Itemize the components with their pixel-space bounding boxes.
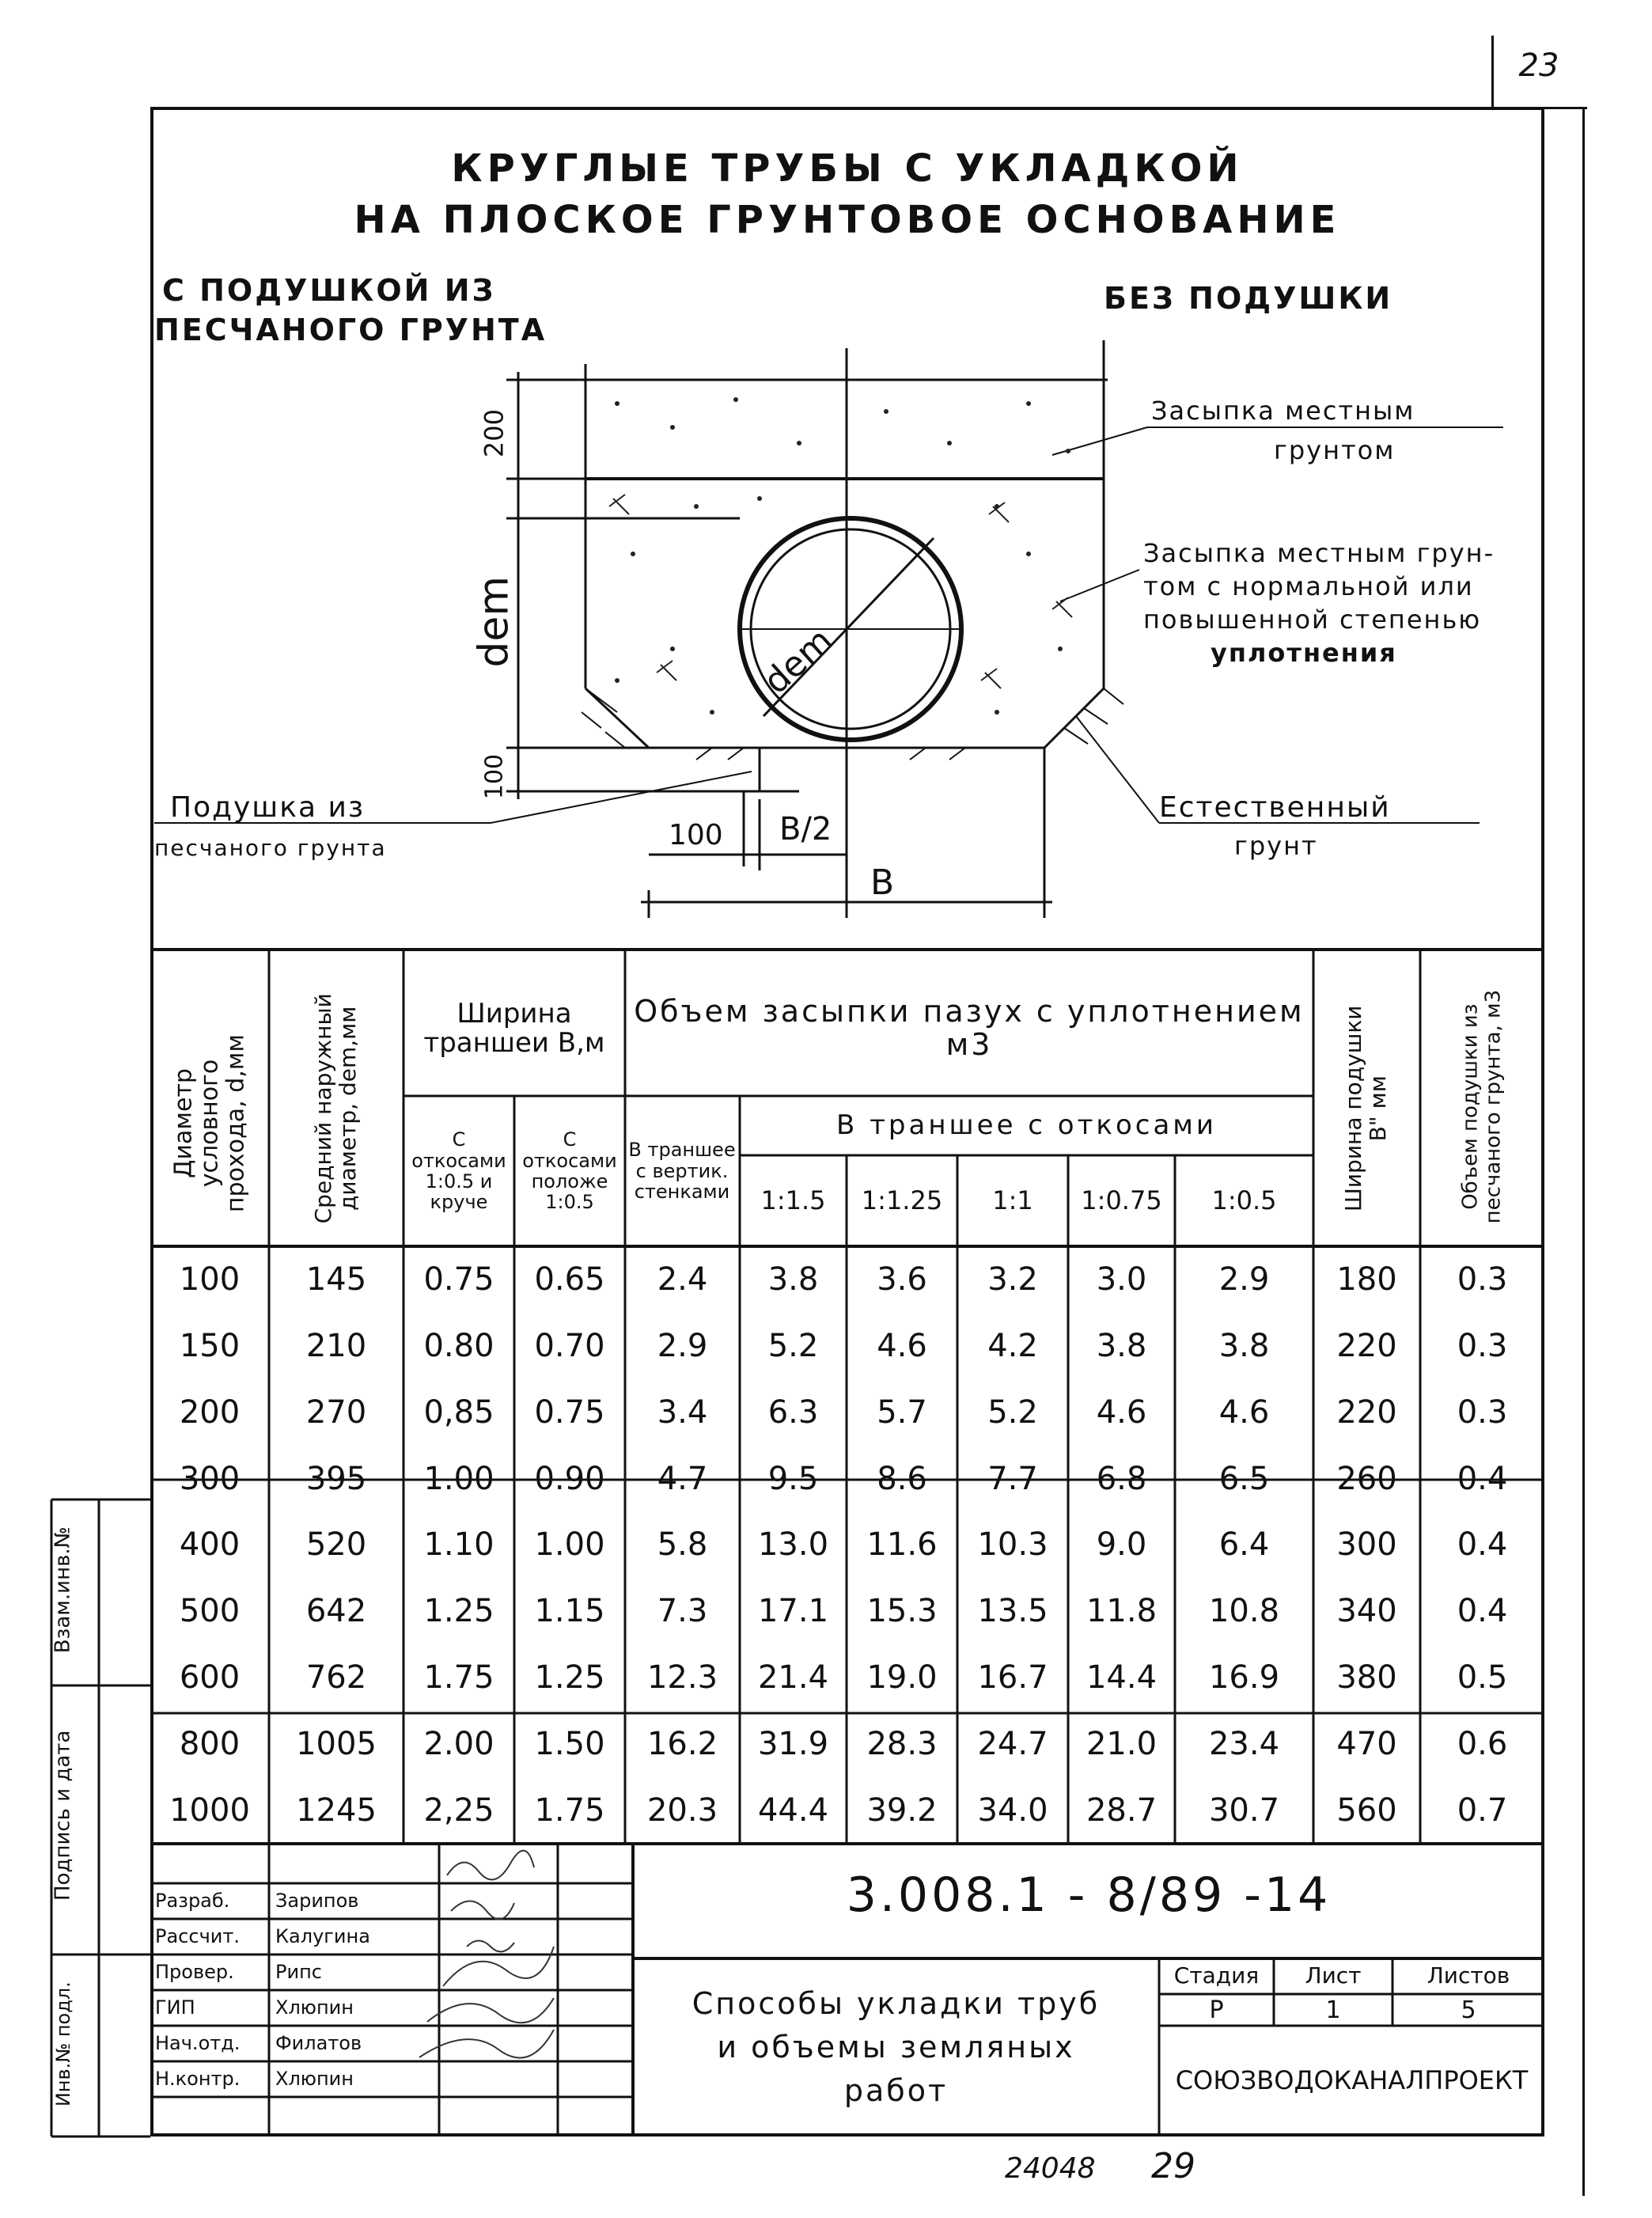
table-cell: 7.3 [657,1593,708,1630]
table-cell: 5.7 [877,1393,927,1431]
page-number: 23 [1518,47,1559,84]
table-cell: 0.90 [534,1460,605,1497]
table-cell: 180 [1336,1261,1397,1298]
dim-100-horizontal: 100 [669,819,723,851]
table-cell: 4.6 [877,1327,927,1364]
header-volume: Объем засыпки пазух с уплотнением м3 [634,994,1305,1062]
table-cell: 10.8 [1208,1593,1280,1630]
table-cell: 10.3 [977,1526,1048,1564]
table-cell: 210 [305,1327,367,1364]
table-cell: 220 [1336,1327,1397,1364]
side-signature-date: Подпись и дата [51,1730,75,1901]
stage-value: Р [1209,1996,1224,2024]
header-slope-1-1: 1:1 [992,1185,1033,1215]
dim-200: 200 [479,409,510,458]
table-cell: 3.8 [1218,1327,1270,1364]
header-in-trench-slopes: В траншее с откосами [835,1109,1218,1142]
table-cell: 24.7 [977,1726,1048,1763]
note-backfill-compact-4: уплотнения [1211,638,1397,668]
table-cell: 0.4 [1457,1526,1508,1564]
organization: СОЮЗВОДОКАНАЛПРОЕКТ [1175,2065,1529,2096]
table-cell: 4.6 [1218,1393,1270,1431]
table-cell: 0,85 [423,1393,494,1431]
table-cell: 5.2 [767,1327,819,1364]
header-slope-1-0.5: 1:0.5 [1211,1185,1277,1215]
table-cell: 0.3 [1457,1393,1508,1431]
table-cell: 260 [1336,1460,1397,1497]
header-slope-1-1.25: 1:1.25 [861,1185,943,1215]
table-cell: 220 [1336,1393,1397,1431]
title-line-2: НА ПЛОСКОЕ ГРУНТОВОЕ ОСНОВАНИЕ [354,198,1341,242]
table-cell: 28.7 [1086,1792,1158,1829]
table-cell: 3.2 [987,1261,1038,1298]
table-cell: 19.0 [866,1659,938,1697]
table-cell: 6.5 [1218,1460,1270,1497]
stamp-name: Хлюпин [275,1996,354,2019]
header-vertical-walls: В траншее с вертик. стенками [628,1139,736,1204]
table-cell: 12.3 [646,1659,718,1697]
header-cushion-width: Ширина подушки B" мм [1340,1005,1391,1212]
header-cushion-volume: Объем подушки из песчаного грунта, м3 [1458,989,1505,1224]
table-cell: 395 [305,1460,367,1497]
table-cell: 600 [179,1659,241,1697]
table-cell: 9.0 [1096,1526,1147,1564]
footer-code: 24048 [1005,2152,1096,2185]
table-cell: 642 [305,1593,367,1630]
table-cell: 2.4 [657,1261,708,1298]
table-cell: 1.75 [534,1792,605,1829]
table-cell: 1245 [296,1792,377,1829]
table-cell: 16.7 [977,1659,1048,1697]
table-cell: 800 [179,1726,241,1763]
table-cell: 20.3 [646,1792,718,1829]
stage-header: Стадия [1173,1962,1260,1989]
table-cell: 31.9 [757,1726,829,1763]
table-cell: 1.00 [534,1526,605,1564]
table-cell: 1000 [169,1792,250,1829]
table-cell: 11.8 [1086,1593,1158,1630]
table-cell: 200 [179,1393,241,1431]
table-cell: 2.9 [1218,1261,1270,1298]
table-cell: 470 [1336,1726,1397,1763]
stamp-role: Н.контр. [155,2068,241,2090]
side-replace-inv: Взам.инв.№ [51,1526,75,1654]
table-cell: 145 [305,1261,367,1298]
table-cell: 0.3 [1457,1327,1508,1364]
table-cell: 15.3 [866,1593,938,1630]
label-without-cushion: БЕЗ ПОДУШКИ [1104,281,1393,316]
stamp-name: Филатов [275,2032,362,2054]
table-cell: 762 [305,1659,367,1697]
note-backfill-local-2: грунтом [1274,435,1396,465]
table-cell: 4.6 [1096,1393,1147,1431]
table-cell: 0.65 [534,1261,605,1298]
table-cell: 1.10 [423,1526,494,1564]
table-cell: 17.1 [757,1593,829,1630]
table-cell: 300 [179,1460,241,1497]
header-slope-1-1.5: 1:1.5 [760,1185,826,1215]
header-diameter: Диаметр условного прохода, d,мм [169,1033,250,1213]
table-cell: 270 [305,1393,367,1431]
table-cell: 2.00 [423,1726,494,1763]
stamp-name: Хлюпин [275,2068,354,2090]
table-cell: 1005 [296,1726,377,1763]
table-cell: 2,25 [423,1792,494,1829]
table-cell: 21.4 [757,1659,829,1697]
table-cell: 100 [179,1261,241,1298]
stamp-role: ГИП [155,1996,195,2019]
note-backfill-local-1: Засыпка местным [1151,396,1415,426]
doc-code: 3.008.1 - 8/89 -14 [846,1867,1332,1923]
table-cell: 1.00 [423,1460,494,1497]
doc-title-2: и объемы земляных [717,2030,1075,2064]
table-cell: 16.9 [1208,1659,1280,1697]
table-cell: 34.0 [977,1792,1048,1829]
table-cell: 0.6 [1457,1726,1508,1763]
table-cell: 0.4 [1457,1460,1508,1497]
note-backfill-compact-3: повышенной степенью [1143,605,1482,635]
stamp-name: Зарипов [275,1890,359,1912]
table-cell: 380 [1336,1659,1397,1697]
header-slopes-steep: С откосами 1:0.5 и круче [411,1128,506,1214]
header-slope-1-0.75: 1:0.75 [1081,1185,1162,1215]
table-cell: 14.4 [1086,1659,1158,1697]
table-cell: 400 [179,1526,241,1564]
stamp-role: Нач.отд. [155,2032,241,2054]
table-cell: 39.2 [866,1792,938,1829]
table-cell: 2.9 [657,1327,708,1364]
table-cell: 1.15 [534,1593,605,1630]
table-cell: 1.75 [423,1659,494,1697]
table-cell: 16.2 [646,1726,718,1763]
dim-b-half: B/2 [779,811,832,847]
table-cell: 1.25 [534,1659,605,1697]
note-cushion-2: песчаного грунта [154,835,387,861]
table-cell: 11.6 [866,1526,938,1564]
table-cell: 13.0 [757,1526,829,1564]
table-cell: 0.4 [1457,1593,1508,1630]
table-cell: 1.25 [423,1593,494,1630]
table-cell: 3.0 [1096,1261,1147,1298]
table-cell: 0.7 [1457,1792,1508,1829]
dim-100-vertical: 100 [480,753,509,800]
table-cell: 21.0 [1086,1726,1158,1763]
table-cell: 6.8 [1096,1460,1147,1497]
stamp-role: Разраб. [155,1890,230,1912]
table-cell: 23.4 [1208,1726,1280,1763]
table-cell: 150 [179,1327,241,1364]
label-with-cushion-2: ПЕСЧАНОГО ГРУНТА [154,313,548,347]
table-cell: 8.6 [877,1460,927,1497]
note-backfill-compact-2: том с нормальной или [1143,571,1474,601]
note-cushion-1: Подушка из [170,791,366,824]
table-cell: 44.4 [757,1792,829,1829]
table-cell: 9.5 [767,1460,819,1497]
header-trench-width: Ширина траншеи B,м [423,997,605,1059]
note-backfill-compact-1: Засыпка местным грун- [1143,538,1495,568]
table-cell: 0.5 [1457,1659,1508,1697]
table-cell: 4.2 [987,1327,1038,1364]
note-natural-soil-1: Естественный [1159,791,1391,824]
table-cell: 13.5 [977,1593,1048,1630]
table-cell: 5.2 [987,1393,1038,1431]
sheet-header: Лист [1305,1962,1362,1989]
note-natural-soil-2: грунт [1234,831,1318,861]
doc-title-3: работ [843,2073,949,2108]
dim-dem-vertical: dem [470,575,518,668]
table-cell: 7.7 [987,1460,1038,1497]
table-cell: 28.3 [866,1726,938,1763]
stamp-role: Провер. [155,1961,234,1983]
stamp-name: Рипс [275,1961,322,1983]
table-cell: 4.7 [657,1460,708,1497]
table-cell: 0.70 [534,1327,605,1364]
table-cell: 520 [305,1526,367,1564]
header-outer-diameter: Средний наружный диаметр, dem,мм [310,993,361,1224]
sheets-header: Листов [1427,1962,1510,1989]
sheets-value: 5 [1461,1996,1476,2024]
side-original-inv: Инв.№ подл. [51,1981,74,2107]
table-cell: 6.3 [767,1393,819,1431]
stamp-role: Рассчит. [155,1925,240,1947]
footer-number: 29 [1151,2146,1195,2186]
title-line-1: КРУГЛЫЕ ТРУБЫ С УКЛАДКОЙ [451,146,1244,191]
dim-b: B [870,863,895,903]
table-cell: 0.75 [423,1261,494,1298]
table-cell: 340 [1336,1593,1397,1630]
stamp-name: Калугина [275,1925,370,1947]
doc-title-1: Способы укладки труб [691,1986,1101,2021]
table-cell: 3.4 [657,1393,708,1431]
header-slopes-flat: С откосами положе 1:0.5 [522,1128,617,1214]
label-with-cushion-1: С ПОДУШКОЙ ИЗ [162,273,496,308]
table-cell: 3.8 [767,1261,819,1298]
table-cell: 0.3 [1457,1261,1508,1298]
table-cell: 0.75 [534,1393,605,1431]
table-cell: 1.50 [534,1726,605,1763]
table-cell: 30.7 [1208,1792,1280,1829]
pipe-diameter-label: dem [756,620,841,703]
table-cell: 500 [179,1593,241,1630]
sheet-value: 1 [1325,1996,1341,2024]
table-cell: 300 [1336,1526,1397,1564]
table-cell: 0.80 [423,1327,494,1364]
table-cell: 6.4 [1218,1526,1270,1564]
table-cell: 3.6 [877,1261,927,1298]
table-cell: 560 [1336,1792,1397,1829]
table-cell: 3.8 [1096,1327,1147,1364]
table-cell: 5.8 [657,1526,708,1564]
